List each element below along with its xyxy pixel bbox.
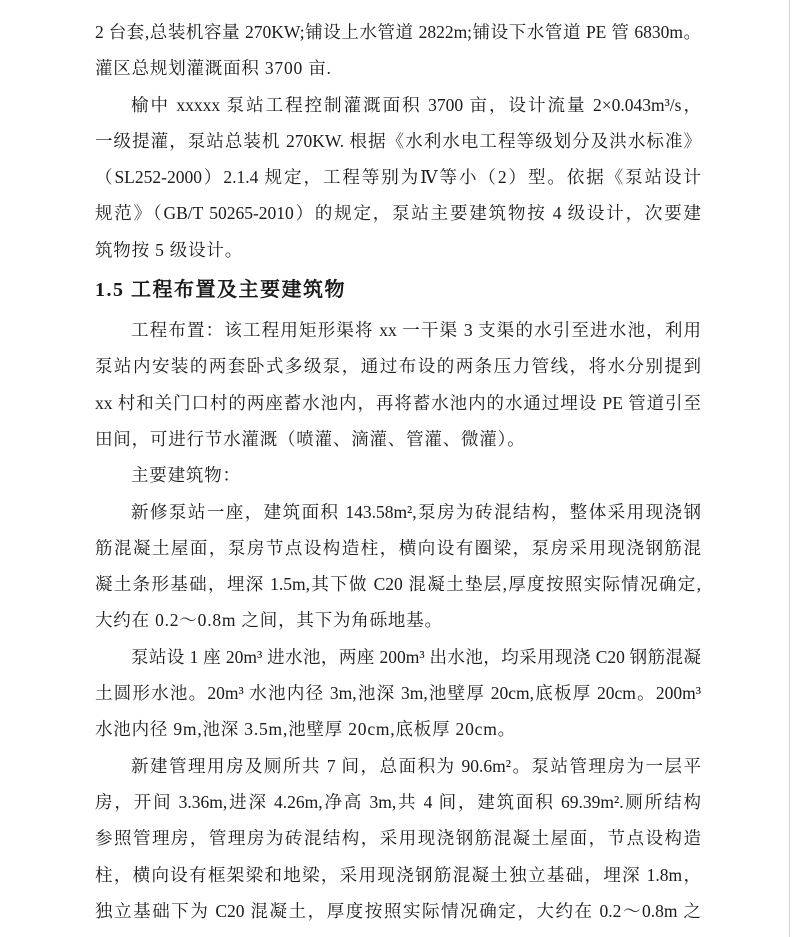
paragraph-installation-summary: [95, 14, 701, 87]
document-body: [95, 14, 701, 929]
paragraph-pump-station: [95, 494, 701, 639]
text-line: 筋混凝土屋面，泵房节点设构造柱，横向设有圈梁，泵房采用现浇钢筋混: [95, 537, 701, 558]
text-line: 一级提灌，泵站总装机 270KW. 根据《水利水电工程等级划分及洪水标准》: [95, 130, 701, 151]
text-line: 泵站设 1 座 20m³ 进水池，两座 200m³ 出水池，均采用现浇 C20 钢筋混凝: [131, 646, 701, 667]
text-line: 规范》（GB/T 50265-2010）的规定，泵站主要建筑物按 4 级设计，次要建: [95, 203, 701, 224]
paragraph-project-layout: [95, 312, 701, 457]
text-line: 新建管理用房及厕所共 7 间，总面积为 90.6m²。泵站管理房为一层平: [131, 755, 701, 776]
text-line: 水池内径 9m,池深 3.5m,池壁厚 20cm,底板厚 20cm。: [95, 719, 516, 740]
text-line: 独立基础下为 C20 混凝土，厚度按照实际情况确定，大约在 0.2～0.8m 之: [95, 900, 701, 921]
text-line: 大约在 0.2～0.8m 之间，其下为角砾地基。: [95, 610, 443, 631]
text-line: 凝土条形基础，埋深 1.5m,其下做 C20 混凝土垫层,厚度按照实际情况确定,: [95, 574, 701, 595]
paragraph-water-pools: [95, 639, 701, 748]
page-edge: [789, 0, 790, 937]
text-line: 参照管理房，管理房为砖混结构，采用现浇钢筋混凝土屋面，节点设构造: [95, 828, 701, 849]
text-line: 筑物按 5 级设计。: [95, 239, 243, 260]
text-line: 2 台套,总装机容量 270KW;铺设上水管道 2822m;铺设下水管道 PE 管 6830m。: [95, 22, 701, 42]
main-buildings-label: 主要建筑物：: [131, 465, 241, 486]
text-line: 工程布置：该工程用矩形渠将 xx 一干渠 3 支渠的水引至进水池，利用: [131, 320, 701, 341]
text-line: 土圆形水池。20m³ 水池内径 3m,池深 3m,池壁厚 20cm,底板厚 20cm。200m³: [95, 683, 701, 704]
section-heading: 1.5 工程布置及主要建筑物: [95, 279, 346, 302]
paragraph-management-rooms: [95, 748, 701, 929]
paragraph-project-grade: [95, 87, 701, 268]
text-line: 灌区总规划灌溉面积 3700 亩.: [95, 58, 332, 79]
text-line: 泵站内安装的两套卧式多级泵，通过布设的两条压力管线，将水分别提到: [95, 356, 701, 377]
text-line: xx 村和关门口村的两座蓄水池内，再将蓄水池内的水通过埋设 PE 管道引至: [95, 392, 701, 413]
text-line: 榆中 xxxxx 泵站工程控制灌溉面积 3700 亩，设计流量 2×0.043m³/s，: [131, 94, 701, 115]
text-line: （SL252-2000）2.1.4 规定，工程等别为Ⅳ等小（2）型。依据《泵站设计: [95, 167, 701, 188]
text-line: 田间，可进行节水灌溉（喷灌、滴灌、管灌、微灌）。: [95, 428, 526, 449]
text-line: 柱，横向设有框架梁和地梁，采用现浇钢筋混凝土独立基础，埋深 1.8m，: [95, 864, 701, 885]
text-line: 新修泵站一座，建筑面积 143.58m²,泵房为砖混结构，整体采用现浇钢: [131, 501, 701, 522]
text-line: 房，开间 3.36m,进深 4.26m,净高 3m,共 4 间，建筑面积 69.39m².厕所结构: [95, 791, 701, 812]
